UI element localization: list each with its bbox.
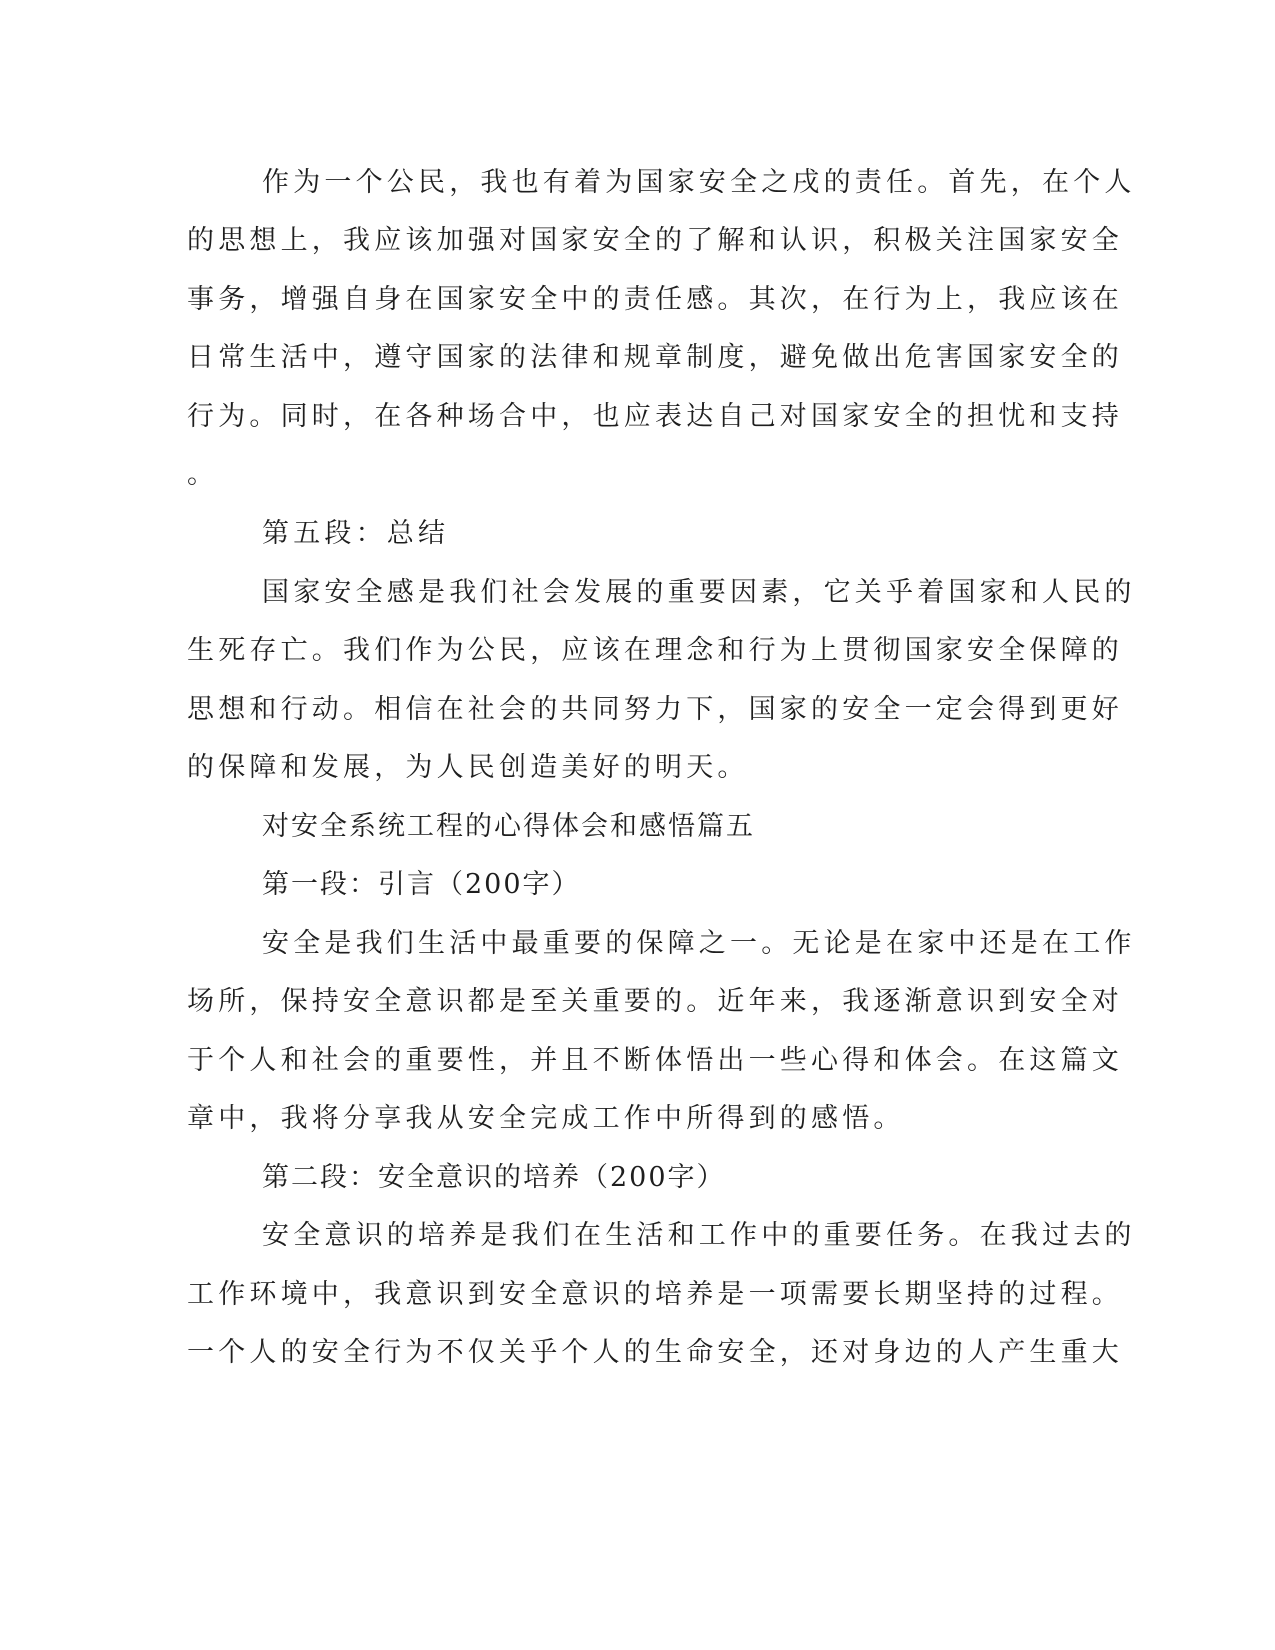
- text-line: 章中，我将分享我从安全完成工作中所得到的感悟。: [187, 1103, 905, 1134]
- text-line: 场所，保持安全意识都是至关重要的。近年来，我逐渐意识到安全对: [187, 986, 1123, 1017]
- text-line: 国家安全感是我们社会发展的重要因素，它关乎着国家和人民的: [262, 577, 1136, 608]
- text-line: 安全意识的培养是我们在生活和工作中的重要任务。在我过去的: [262, 1220, 1136, 1251]
- text-line: 日常生活中，遵守国家的法律和规章制度，避免做出危害国家安全的: [187, 342, 1123, 373]
- text-line: 的思想上，我应该加强对国家安全的了解和认识，积极关注国家安全: [187, 225, 1123, 256]
- section-heading: 第二段：安全意识的培养（200字）: [262, 1162, 726, 1193]
- section-heading: 第五段：总结: [262, 518, 450, 549]
- text-line: 生死存亡。我们作为公民，应该在理念和行为上贯彻国家安全保障的: [187, 635, 1123, 666]
- text-line: 的保障和发展，为人民创造美好的明天。: [187, 752, 749, 783]
- text-line: 行为。同时，在各种场合中，也应表达自己对国家安全的担忧和支持: [187, 401, 1123, 432]
- text-line: 安全是我们生活中最重要的保障之一。无论是在家中还是在工作: [262, 928, 1136, 959]
- text-line: 于个人和社会的重要性，并且不断体悟出一些心得和体会。在这篇文: [187, 1045, 1123, 1076]
- text-line: 事务，增强自身在国家安全中的责任感。其次，在行为上，我应该在: [187, 284, 1123, 315]
- text-line: 。: [187, 459, 219, 490]
- text-line: 思想和行动。相信在社会的共同努力下，国家的安全一定会得到更好: [187, 694, 1123, 725]
- text-line: 工作环境中，我意识到安全意识的培养是一项需要长期坚持的过程。: [187, 1279, 1123, 1310]
- section-heading: 第一段：引言（200字）: [262, 869, 581, 900]
- text-line: 作为一个公民，我也有着为国家安全之戌的责任。首先，在个人: [262, 167, 1136, 198]
- article-title: 对安全系统工程的心得体会和感悟篇五: [262, 811, 755, 842]
- text-line: 一个人的安全行为不仅关乎个人的生命安全，还对身边的人产生重大: [187, 1337, 1123, 1368]
